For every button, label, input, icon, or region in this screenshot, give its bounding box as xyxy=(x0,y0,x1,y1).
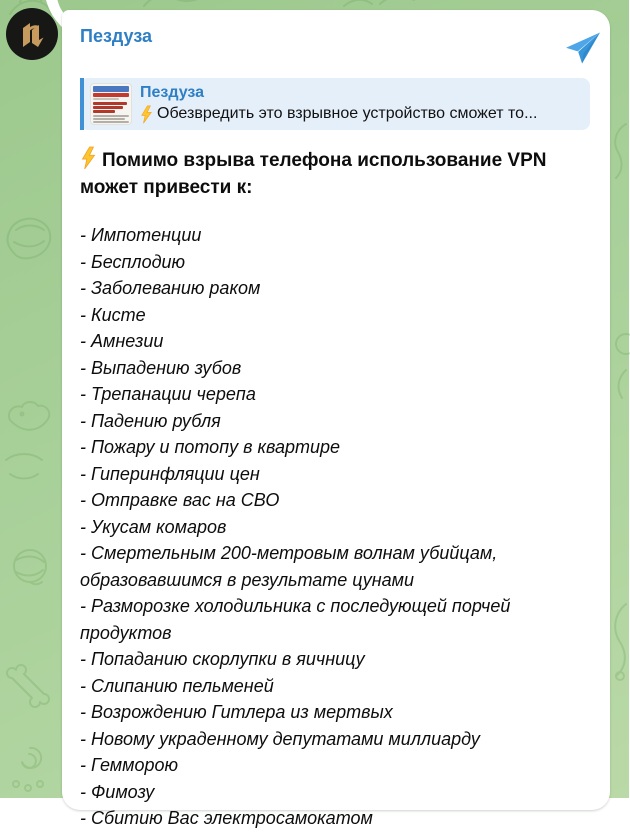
message-headline xyxy=(80,146,590,201)
list-item: - Гемморою xyxy=(80,755,179,775)
list-item: - Падению рубля xyxy=(80,410,221,431)
list-item: - Попаданию скорлупки в яичницу xyxy=(80,649,365,669)
list-item: - Возрождению Гитлера из мертвых xyxy=(80,702,393,722)
channel-avatar[interactable] xyxy=(6,8,58,60)
channel-name[interactable]: Пездуза xyxy=(80,26,153,46)
reply-channel-name: Пездуза xyxy=(140,84,205,101)
paper-plane-icon[interactable] xyxy=(564,31,602,65)
lightning-bolt-icon xyxy=(80,146,97,170)
list-item: - Импотенции xyxy=(80,225,202,245)
background-doodle xyxy=(4,540,58,594)
background-doodle xyxy=(608,330,630,400)
list-item: - Трепанации черепа xyxy=(80,384,256,404)
reply-preview[interactable] xyxy=(80,78,590,130)
list-item: - Фимозу xyxy=(80,781,155,802)
background-doodle xyxy=(2,660,58,716)
list-item: - Смертельным 200-метровым волнам убийцам, образовавшимся в результате цунами xyxy=(80,543,498,590)
background-doodle xyxy=(6,740,56,796)
message-bubble xyxy=(62,10,610,828)
list-item: - Выпадению зубов xyxy=(80,357,242,378)
reply-snippet: Обезвредить это взрывное устройство сможет то... xyxy=(140,103,580,125)
list-item: - Слипанию пельменей xyxy=(80,675,274,696)
list-item: - Разморозке холодильника с последующей порчей продуктов xyxy=(80,596,511,643)
list-item: - Сбитию Вас электросамокатом xyxy=(80,808,373,828)
headline-text: Помимо взрыва телефона использование VPN может привести к: xyxy=(80,150,547,198)
list-item: - Пожару и потопу в квартире xyxy=(80,437,341,457)
list-item: - Амнезии xyxy=(80,331,164,351)
lightning-bolt-icon xyxy=(140,105,153,124)
bubble-header xyxy=(80,25,590,65)
list-item: - Гиперинфляции цен xyxy=(80,463,260,484)
list-item: - Заболеванию раком xyxy=(80,278,261,298)
consequences-list xyxy=(80,222,590,832)
background-doodle xyxy=(2,210,58,266)
blackletter-n-logo-icon xyxy=(16,18,48,50)
list-item: - Бесплодию xyxy=(80,251,186,272)
background-doodle xyxy=(0,400,60,490)
list-item: - Отправке вас на СВО xyxy=(80,490,280,510)
reply-thumbnail xyxy=(90,83,132,125)
reply-accent-bar xyxy=(80,78,84,130)
list-item: - Укусам комаров xyxy=(80,516,227,537)
list-item: - Кисте xyxy=(80,304,146,325)
list-item: - Новому украденному депутатами миллиарду xyxy=(80,728,480,749)
